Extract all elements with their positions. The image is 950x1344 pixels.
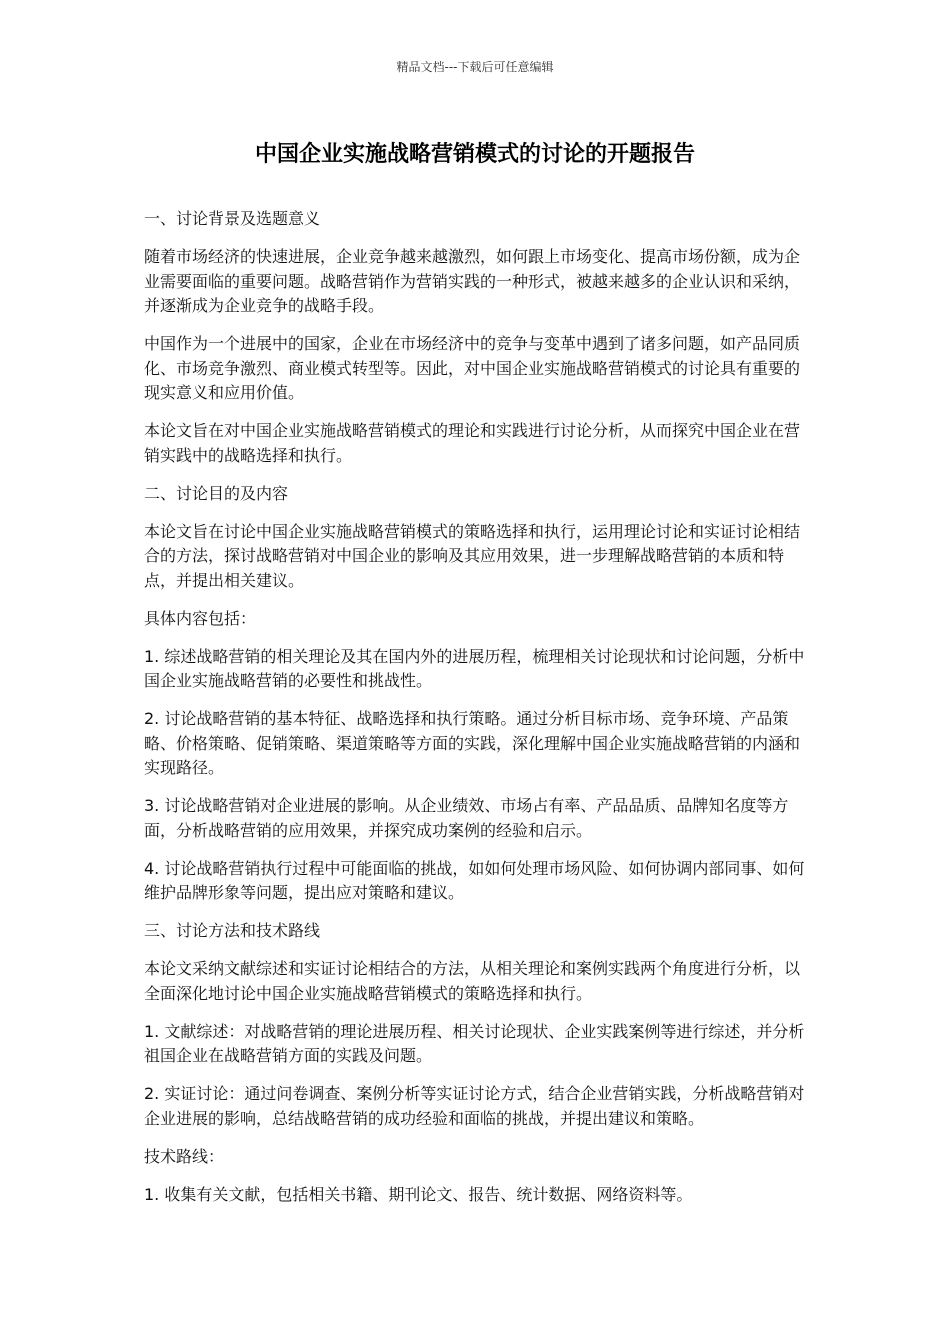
list-item: 1. 综述战略营销的相关理论及其在国内外的进展历程，梳理相关讨论现状和讨论问题，分析中国企业实施战略营销的必要性和挑战性。 [144,646,805,690]
paragraph: 技术路线： [144,1146,225,1166]
section-heading-methods: 三、讨论方法和技术路线 [144,921,321,940]
paragraph: 本论文采纳文献综述和实证讨论相结合的方法，从相关理论和案例实践两个角度进行分析，以全面深化地讨论中国企业实施战略营销模式的策略选择和执行。 [144,959,801,1003]
page-header: 精品文档---下载后可任意编辑 [396,60,554,74]
document-title: 中国企业实施战略营销模式的讨论的开题报告 [254,142,695,167]
paragraph: 具体内容包括： [144,608,257,628]
list-item: 1. 收集有关文献，包括相关书籍、期刊论文、报告、统计数据、网络资料等。 [144,1184,693,1204]
document-body [144,207,808,1221]
paragraph: 本论文旨在对中国企业实施战略营销模式的理论和实践进行讨论分析，从而探究中国企业在营销实践中的战略选择和执行。 [144,421,801,465]
list-item: 4. 讨论战略营销执行过程中可能面临的挑战，如如何处理市场风险、如何协调内部同事、如何维护品牌形象等问题，提出应对策略和建议。 [144,858,805,902]
paragraph: 随着市场经济的快速进展，企业竞争越来越激烈，如何跟上市场变化、提高市场份额，成为企业需要面临的重要问题。战略营销作为营销实践的一种形式，被越来越多的企业认识和采纳，并逐渐成为企业竞争的战略手段。 [144,247,801,315]
list-item: 2. 实证讨论：通过问卷调查、案例分析等实证讨论方式，结合企业营销实践，分析战略营销对企业进展的影响，总结战略营销的成功经验和面临的挑战，并提出建议和策略。 [144,1084,805,1128]
section-heading-objectives: 二、讨论目的及内容 [144,483,289,503]
paragraph: 中国作为一个进展中的国家，企业在市场经济中的竞争与变革中遇到了诸多问题，如产品同质化、市场竞争激烈、商业模式转型等。因此，对中国企业实施战略营销模式的讨论具有重要的现实意义和应用价值。 [144,334,801,402]
list-item: 2. 讨论战略营销的基本特征、战略选择和执行策略。通过分析目标市场、竞争环境、产品策略、价格策略、促销策略、渠道策略等方面的实践，深化理解中国企业实施战略营销的内涵和实现路径。 [144,709,801,777]
list-item: 1. 文献综述：对战略营销的理论进展历程、相关讨论现状、企业实践案例等进行综述，并分析祖国企业在战略营销方面的实践及问题。 [144,1021,805,1065]
list-item: 3. 讨论战略营销对企业进展的影响。从企业绩效、市场占有率、产品品质、品牌知名度等方面，分析战略营销的应用效果，并探究成功案例的经验和启示。 [144,796,789,840]
section-heading-background: 一、讨论背景及选题意义 [144,209,321,228]
paragraph: 本论文旨在讨论中国企业实施战略营销模式的策略选择和执行，运用理论讨论和实证讨论相结合的方法，探讨战略营销对中国企业的影响及其应用效果，进一步理解战略营销的本质和特点，并提出相关建议。 [144,521,801,590]
